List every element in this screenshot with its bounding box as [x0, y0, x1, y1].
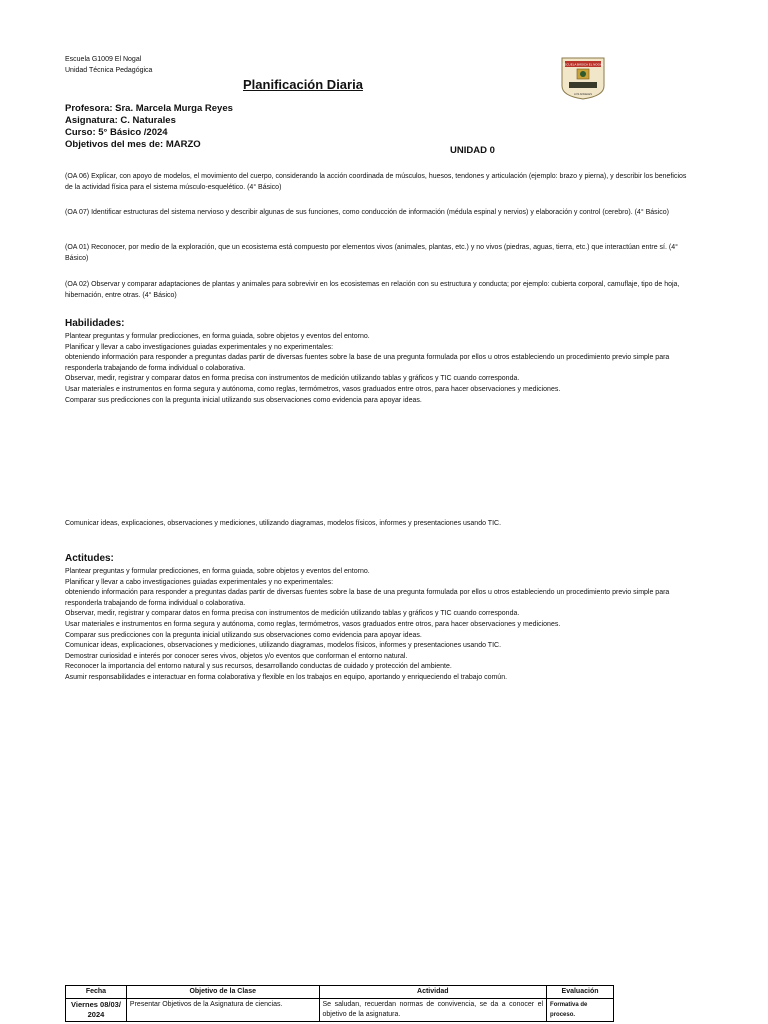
school-unit: Unidad Técnica Pedagógica: [65, 67, 153, 74]
skills-list: [65, 332, 695, 406]
list-item: obteniendo información para responder a preguntas dadas partir de diversas fuentes sobre la base de una pregunta formulada por ellos u otros estableciendo un procedimiento previo simple para responderla trabajando de forma individual o colaborativa.: [65, 589, 670, 607]
list-item: Plantear preguntas y formular predicciones, en forma guiada, sobre objetos y eventos del entorno.: [65, 568, 370, 575]
class-meta: [65, 103, 233, 151]
row-objective: Presentar Objetivos de la Asignatura de ciencias.: [126, 999, 319, 1022]
list-item: Observar, medir, registrar y comparar datos en forma precisa con instrumentos de medición utilizando tablas y gráficos y TIC cuando corresponda.: [65, 610, 520, 618]
list-item: Comunicar ideas, explicaciones, observaciones y mediciones, utilizando diagramas, modelos físicos, informes y presentaciones usando TIC.: [65, 642, 502, 650]
objective-oa02: (OA 02) Observar y comparar adaptaciones de plantas y animales para sobrevivir en los ecosistemas en relación con su estructura y conducta; por ejemplo: cubierta corporal, camuflaje, tipo de hoja, hibernación, entre otras. (4° Básico): [65, 281, 680, 299]
objective-oa01: (OA 01) Reconocer, por medio de la exploración, que un ecosistema está compuesto por elementos vivos (animales, plantas, etc.) y no vivos (piedras, aguas, tierra, etc.) que interactúan entre sí. (4° Básico): [65, 244, 678, 262]
school-logo: [560, 56, 606, 100]
skills-extra: Comunicar ideas, explicaciones, observaciones y mediciones, utilizando diagramas, modelos físicos, informes y presentaciones usando TIC.: [65, 520, 502, 527]
list-item: obteniendo información para responder a preguntas dadas partir de diversas fuentes sobre la base de una pregunta formulada por ellos u otros estableciendo un procedimiento previo simple para responderla trabajando de forma individual o colaborativa.: [65, 354, 670, 372]
row-date: Viernes 08/03/ 2024: [66, 999, 127, 1022]
month-objectives: Objetivos del mes de: MARZO: [65, 139, 201, 150]
unit-label: UNIDAD 0: [450, 145, 495, 156]
course: Curso: 5° Básico /2024: [65, 127, 168, 138]
teacher-name: Profesora: Sra. Marcela Murga Reyes: [65, 103, 233, 114]
list-item: Demostrar curiosidad e interés por conocer seres vivos, objetos y/o eventos que conforman el entorno natural.: [65, 652, 408, 660]
header-objective: Objetivo de la Clase: [126, 986, 319, 999]
page-title: Planificación Diaria: [243, 77, 363, 92]
skills-title: Habilidades:: [65, 318, 125, 329]
planning-table: [65, 985, 614, 1022]
list-item: Usar materiales e instrumentos en forma segura y autónoma, como reglas, termómetros, vasos graduados entre otros, para hacer observaciones y mediciones.: [65, 620, 561, 628]
list-item: Asumir responsabilidades e interactuar en forma colaborativa y flexible en los trabajos en equipo, aportando y enriqueciendo el trabajo común.: [65, 673, 508, 681]
list-item: Plantear preguntas y formular predicciones, en forma guiada, sobre objetos y eventos del entorno.: [65, 333, 370, 340]
table-header-row: [66, 986, 614, 999]
list-item: Comparar sus predicciones con la pregunta inicial utilizando sus observaciones como evidencia para apoyar ideas.: [65, 631, 422, 639]
list-item: Planificar y llevar a cabo investigaciones guiadas experimentales y no experimentales:: [65, 578, 334, 586]
row-activity: Se saludan, recuerdan normas de convivencia, se da a conocer el objetivo de la asignatura.: [319, 999, 547, 1022]
list-item: Usar materiales e instrumentos en forma segura y autónoma, como reglas, termómetros, vasos graduados entre otros, para hacer observaciones y mediciones.: [65, 385, 561, 393]
subject: Asignatura: C. Naturales: [65, 115, 176, 126]
attitudes-title: Actitudes:: [65, 553, 114, 564]
table-row: [66, 999, 614, 1022]
list-item: Observar, medir, registrar y comparar datos en forma precisa con instrumentos de medición utilizando tablas y gráficos y TIC cuando corresponda.: [65, 375, 520, 383]
svg-text:ESCUELA BÁSICA EL NOGAL: ESCUELA BÁSICA EL NOGAL: [562, 62, 604, 67]
school-header: [65, 54, 152, 76]
list-item: Comparar sus predicciones con la pregunta inicial utilizando sus observaciones como evidencia para apoyar ideas.: [65, 396, 422, 404]
header-activity: Actividad: [319, 986, 547, 999]
row-evaluation: Formativa de proceso.: [547, 999, 614, 1022]
list-item: Reconocer la importancia del entorno natural y sus recursos, desarrollando conductas de cuidado y protección del ambiente.: [65, 663, 452, 671]
svg-text:LOS ANGELES: LOS ANGELES: [573, 93, 593, 96]
attitudes-list: [65, 567, 695, 684]
header-date: Fecha: [66, 986, 127, 999]
school-name: Escuela G1009 El Nogal: [65, 56, 142, 63]
objective-oa06: (OA 06) Explicar, con apoyo de modelos, el movimiento del cuerpo, considerando la acción coordinada de músculos, huesos, tendones y articulación (ejemplo: brazo y pierna), y describir los beneficios de la actividad física para el sistema músculo-esquelético. (4° Básico): [65, 173, 687, 191]
objective-oa07: (OA 07) Identificar estructuras del sistema nervioso y describir algunas de sus funciones, como conducción de información (médula espinal y nervios) y elaboración y control (cerebro). (4° Básico): [65, 209, 669, 216]
list-item: Planificar y llevar a cabo investigaciones guiadas experimentales y no experimentales:: [65, 343, 334, 351]
header-evaluation: Evaluación: [547, 986, 614, 999]
